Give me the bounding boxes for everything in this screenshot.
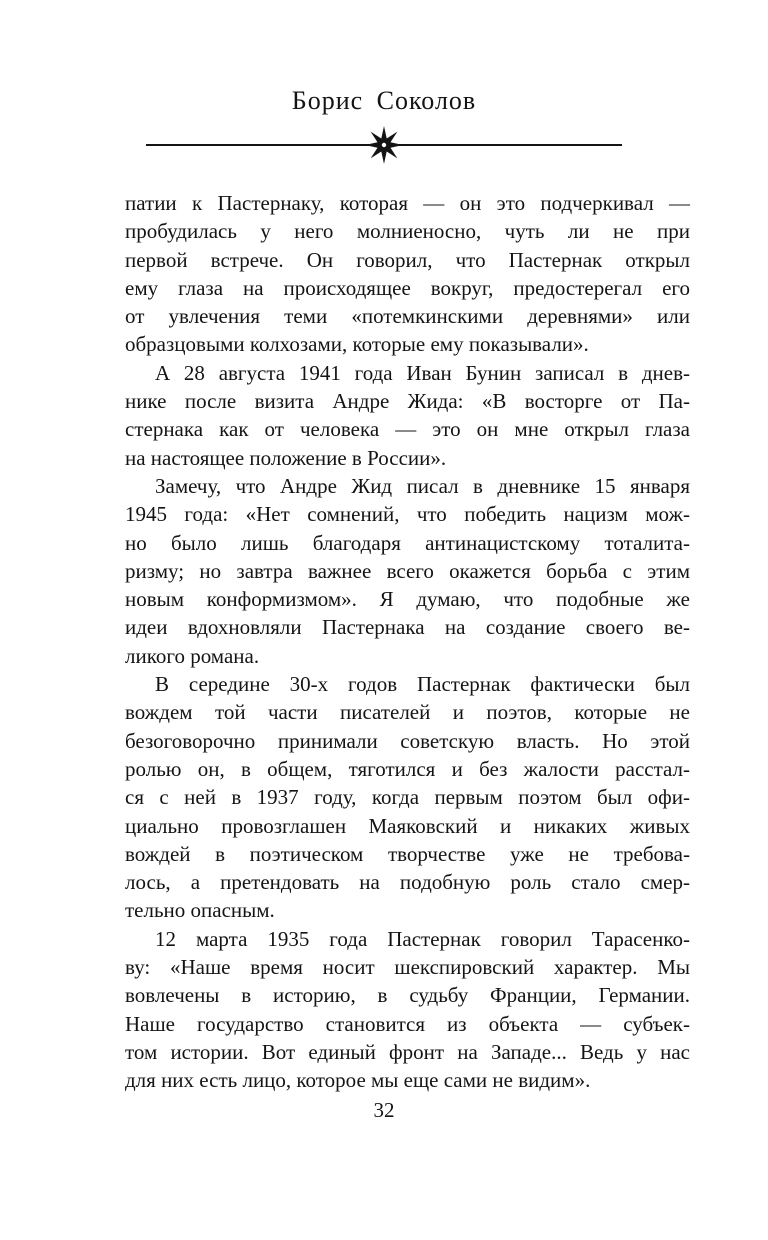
text-block bbox=[125, 189, 690, 1095]
paragraph bbox=[125, 472, 690, 670]
text-line: первой встрече. Он говорил, что Пастернак открыл bbox=[125, 247, 690, 272]
text-line: циально провозглашен Маяковский и никаких живых bbox=[125, 813, 690, 838]
text-line: для них есть лицо, которое мы еще сами не видим». bbox=[125, 1068, 591, 1093]
text-line: пробудилась у него молниеносно, чуть ли не при bbox=[125, 219, 690, 244]
text-line: 12 марта 1935 года Пастернак говорил Тарасенко- bbox=[155, 926, 690, 951]
text-line: ву: «Наше время носит шекспировский характер. Мы bbox=[125, 955, 690, 980]
text-line: образцовыми колхозами, которые ему показывали». bbox=[125, 332, 589, 357]
paragraph bbox=[125, 670, 690, 925]
text-line: вождем той части писателей и поэтов, которые не bbox=[125, 700, 690, 725]
text-line: том истории. Вот единый фронт на Западе... Ведь у нас bbox=[125, 1039, 690, 1064]
text-line: безоговорочно принимали советскую власть. Но этой bbox=[125, 728, 690, 753]
paragraph bbox=[125, 189, 690, 359]
text-line: тельно опасным. bbox=[125, 898, 275, 923]
text-line: патии к Пастернаку, которая — он это подчеркивал — bbox=[125, 191, 690, 215]
text-line: 1945 года: «Нет сомнений, что победить нацизм мож- bbox=[125, 502, 690, 527]
text-line: ликого романа. bbox=[125, 643, 260, 668]
text-line: лось, а претендовать на подобную роль стало смер- bbox=[125, 870, 690, 895]
text-line: вовлечены в историю, в судьбу Франции, Германии. bbox=[125, 983, 690, 1008]
text-line: нике после визита Андре Жида: «В восторге от Па- bbox=[125, 389, 690, 414]
star-ornament-icon bbox=[146, 124, 622, 166]
text-line: ему глаза на происходящее вокруг, предостерегал его bbox=[125, 275, 690, 300]
page-header-author: Борис Соколов bbox=[291, 86, 477, 115]
text-line: на настоящее положение в России». bbox=[125, 445, 447, 470]
text-line: Замечу, что Андре Жид писал в дневнике 15 января bbox=[155, 473, 690, 498]
text-line: А 28 августа 1941 года Иван Бунин записал в днев- bbox=[155, 360, 690, 385]
text-line: идеи вдохновляли Пастернака на создание своего ве- bbox=[125, 615, 690, 640]
paragraph bbox=[125, 359, 690, 472]
text-line: Наше государство становится из объекта — субъек- bbox=[125, 1011, 690, 1036]
text-line: ролью он, в общем, тяготился и без жалости расстал- bbox=[125, 756, 690, 781]
text-line: но было лишь благодаря антинацистскому тоталита- bbox=[125, 530, 690, 555]
text-line: стернака как от человека — это он мне открыл глаза bbox=[125, 417, 690, 442]
paragraph bbox=[125, 925, 690, 1095]
page-number: 32 bbox=[373, 1098, 395, 1122]
text-line: В середине 30-х годов Пастернак фактически был bbox=[155, 672, 690, 697]
text-line: от увлечения теми «потемкинскими деревнями» или bbox=[125, 304, 690, 329]
divider bbox=[146, 124, 622, 166]
text-line: ризму; но завтра важнее всего окажется борьба с этим bbox=[125, 558, 690, 583]
text-line: вождей в поэтическом творчестве уже не требова- bbox=[125, 841, 690, 866]
text-line: новым конформизмом». Я думаю, что подобные же bbox=[125, 587, 690, 612]
text-line: ся с ней в 1937 году, когда первым поэтом был офи- bbox=[125, 785, 690, 810]
